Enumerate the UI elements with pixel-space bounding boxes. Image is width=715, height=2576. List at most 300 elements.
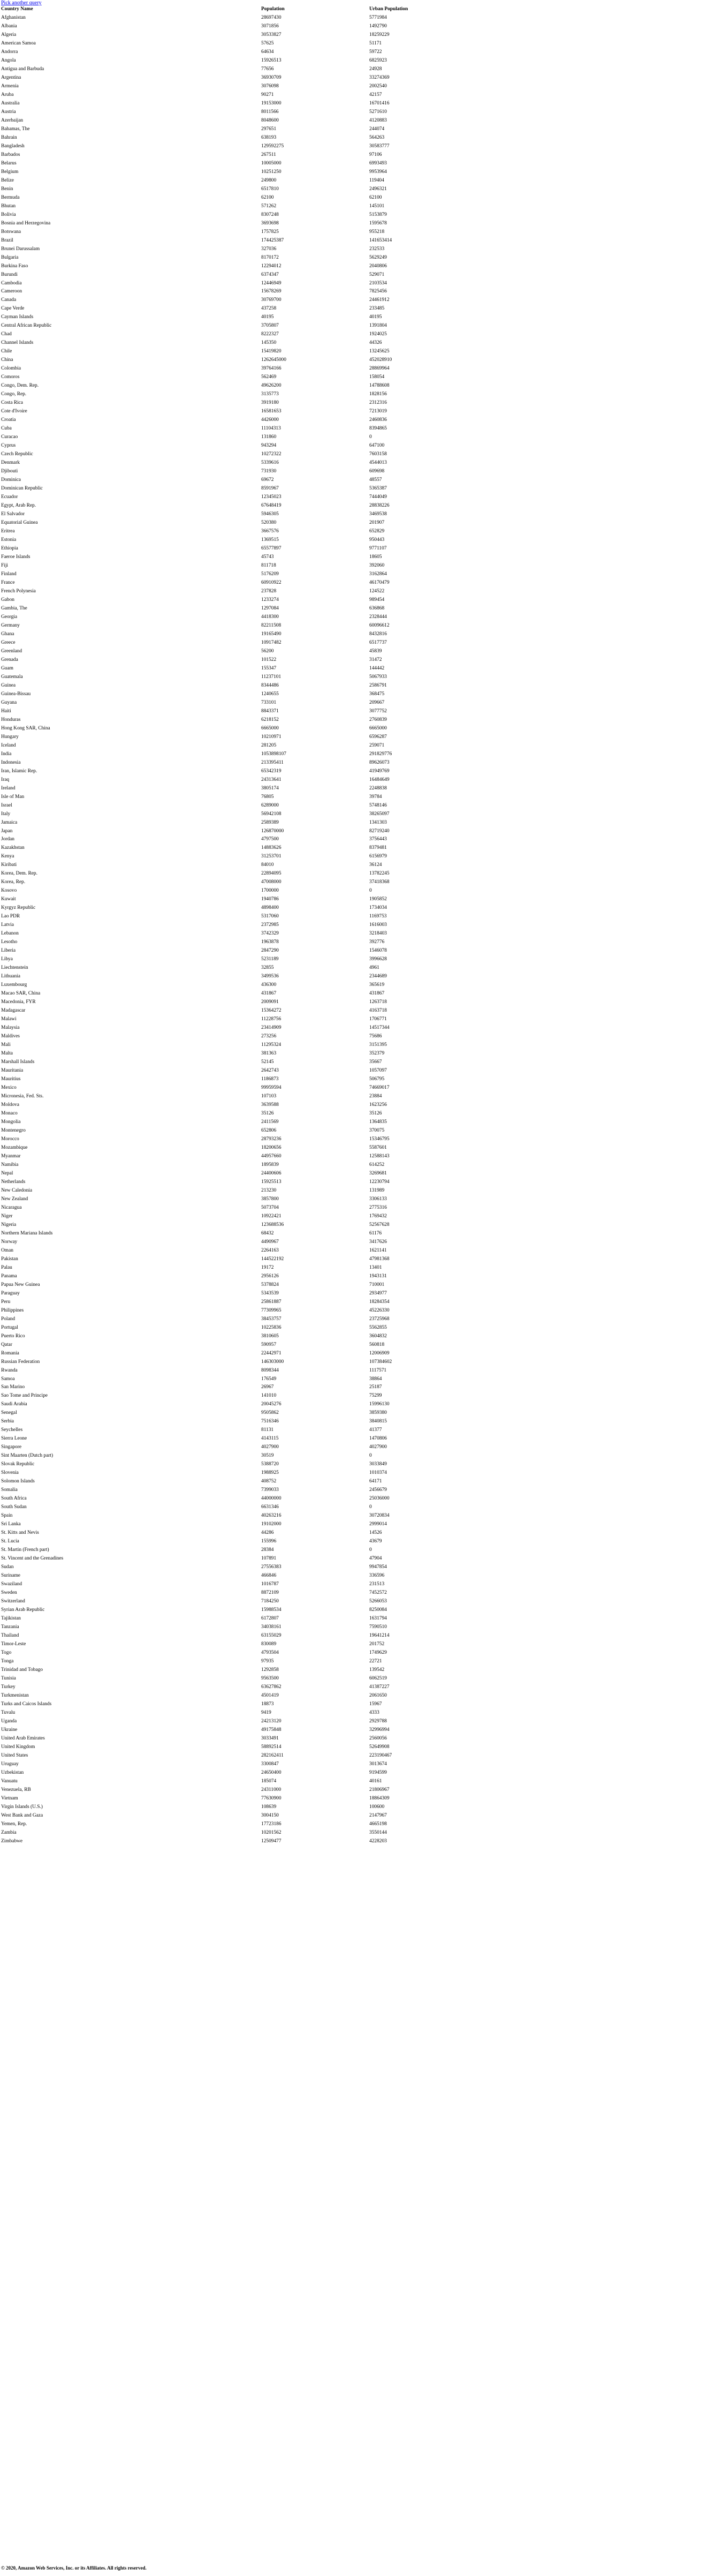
table-row xyxy=(1,802,536,810)
population-cell: 3499536 xyxy=(261,974,279,980)
urban-population-cell: 2586791 xyxy=(369,682,387,688)
population-cell: 10210971 xyxy=(261,734,282,740)
urban-population-cell: 62100 xyxy=(369,194,382,200)
population-cell: 15678269 xyxy=(261,289,282,295)
urban-population-cell: 1616003 xyxy=(369,922,387,928)
urban-population-cell: 19641214 xyxy=(369,1633,390,1639)
table-row xyxy=(1,1392,536,1400)
urban-population-cell: 6062519 xyxy=(369,1675,387,1681)
country-name-cell: Poland xyxy=(1,1316,16,1322)
country-name-cell: Congo, Rep. xyxy=(1,391,27,397)
country-name-cell: Guam xyxy=(1,665,13,671)
country-name-cell: Lebanon xyxy=(1,931,19,937)
population-cell: 97935 xyxy=(261,1658,274,1664)
country-name-cell: Seychelles xyxy=(1,1427,23,1433)
table-row xyxy=(1,870,536,878)
country-name-cell: Lao PDR xyxy=(1,914,20,920)
table-row xyxy=(1,819,536,827)
table-row xyxy=(1,973,536,981)
population-cell: 10005000 xyxy=(261,160,282,166)
country-name-cell: United Arab Emirates xyxy=(1,1735,45,1741)
country-name-cell: Latvia xyxy=(1,922,14,928)
country-name-cell: Fiji xyxy=(1,562,9,568)
country-name-cell: France xyxy=(1,579,15,585)
table-row xyxy=(1,1418,536,1426)
urban-population-cell: 3151395 xyxy=(369,1042,387,1048)
population-cell: 176549 xyxy=(261,1376,277,1382)
country-name-cell: Dominican Republic xyxy=(1,486,43,492)
table-row xyxy=(1,1230,536,1238)
country-name-cell: Maldives xyxy=(1,1034,20,1040)
population-cell: 5343539 xyxy=(261,1290,279,1296)
table-row xyxy=(1,1520,536,1529)
population-cell: 1988925 xyxy=(261,1470,279,1476)
table-row xyxy=(1,91,536,100)
urban-population-cell: 131989 xyxy=(369,1187,385,1193)
population-cell: 62100 xyxy=(261,194,274,200)
country-name-cell: United States xyxy=(1,1752,28,1758)
country-name-cell: Albania xyxy=(1,23,17,29)
population-cell: 436300 xyxy=(261,982,277,988)
country-name-cell: South Sudan xyxy=(1,1504,27,1510)
table-row xyxy=(1,785,536,793)
population-cell: 2589389 xyxy=(261,819,279,825)
table-row xyxy=(1,1760,536,1769)
urban-population-cell: 609698 xyxy=(369,469,385,474)
urban-population-cell: 1828156 xyxy=(369,391,387,397)
population-cell: 8307248 xyxy=(261,212,279,217)
urban-population-cell: 352379 xyxy=(369,1051,385,1057)
table-row xyxy=(1,1632,536,1640)
population-cell: 155347 xyxy=(261,665,277,671)
population-cell: 237828 xyxy=(261,588,277,594)
population-cell: 1895839 xyxy=(261,1162,279,1168)
country-name-cell: Bangladesh xyxy=(1,143,25,149)
population-cell: 431867 xyxy=(261,991,277,997)
country-name-cell: Israel xyxy=(1,802,12,808)
urban-population-cell: 231513 xyxy=(369,1581,385,1587)
population-cell: 7184250 xyxy=(261,1599,279,1605)
urban-population-cell: 18284354 xyxy=(369,1299,390,1305)
urban-population-cell: 61176 xyxy=(369,1230,382,1236)
population-cell: 67648419 xyxy=(261,503,282,509)
country-name-cell: Congo, Dem. Rep. xyxy=(1,383,39,389)
urban-population-cell: 0 xyxy=(369,888,372,894)
urban-population-cell: 21806967 xyxy=(369,1787,390,1792)
country-name-cell: Afghanistan xyxy=(1,14,26,20)
urban-population-cell: 6825923 xyxy=(369,57,387,63)
country-name-cell: Pakistan xyxy=(1,1256,18,1262)
population-cell: 99959594 xyxy=(261,1085,282,1091)
population-cell: 44286 xyxy=(261,1530,274,1536)
urban-population-cell: 2560056 xyxy=(369,1735,387,1741)
urban-population-cell: 1769432 xyxy=(369,1213,387,1219)
table-row xyxy=(1,228,536,237)
population-cell: 40195 xyxy=(261,314,274,320)
urban-population-cell: 75686 xyxy=(369,1034,382,1040)
table-row xyxy=(1,108,536,117)
table-row xyxy=(1,647,536,656)
population-cell: 3639588 xyxy=(261,1102,279,1108)
population-cell: 8098344 xyxy=(261,1367,279,1373)
table-row xyxy=(1,1127,536,1135)
urban-population-cell: 564263 xyxy=(369,134,385,140)
urban-population-cell: 2328444 xyxy=(369,614,387,620)
table-row xyxy=(1,134,536,142)
urban-population-cell: 647100 xyxy=(369,443,385,449)
country-name-cell: Croatia xyxy=(1,417,16,423)
urban-population-cell: 2760839 xyxy=(369,717,387,722)
country-name-cell: Bermuda xyxy=(1,194,20,200)
country-name-cell: Bahamas, The xyxy=(1,126,30,132)
urban-population-cell: 4120883 xyxy=(369,117,387,123)
table-row xyxy=(1,1469,536,1478)
table-row xyxy=(1,125,536,134)
population-cell: 17723186 xyxy=(261,1821,282,1827)
urban-population-cell: 15996130 xyxy=(369,1402,390,1407)
urban-population-cell: 36124 xyxy=(369,862,382,868)
urban-population-cell: 3840815 xyxy=(369,1419,387,1425)
population-cell: 943294 xyxy=(261,443,277,449)
table-row xyxy=(1,1777,536,1786)
population-cell: 12294012 xyxy=(261,263,282,269)
country-name-cell: Sierra Leone xyxy=(1,1436,27,1442)
urban-population-cell: 18605 xyxy=(369,554,382,560)
population-cell: 1292858 xyxy=(261,1667,279,1673)
urban-population-cell: 4544013 xyxy=(369,460,387,466)
population-cell: 23414909 xyxy=(261,1025,282,1031)
population-cell: 3071856 xyxy=(261,23,279,29)
urban-population-cell: 8432816 xyxy=(369,631,387,637)
population-cell: 15988534 xyxy=(261,1607,282,1613)
table-row xyxy=(1,1135,536,1144)
population-cell: 30533827 xyxy=(261,32,282,37)
country-name-cell: Suriname xyxy=(1,1573,20,1579)
population-cell: 3033491 xyxy=(261,1735,279,1741)
population-cell: 2847290 xyxy=(261,948,279,954)
urban-population-cell: 30720834 xyxy=(369,1513,390,1519)
population-cell: 1940786 xyxy=(261,897,279,902)
country-name-cell: Malta xyxy=(1,1051,13,1057)
table-row xyxy=(1,699,536,707)
urban-population-cell: 201907 xyxy=(369,520,385,526)
population-cell: 18200656 xyxy=(261,1144,282,1150)
population-cell: 44957660 xyxy=(261,1153,282,1159)
urban-population-cell: 2248838 xyxy=(369,785,387,791)
table-row xyxy=(1,579,536,587)
urban-population-cell: 8394865 xyxy=(369,426,387,432)
population-cell: 30769700 xyxy=(261,297,282,303)
population-cell: 34038161 xyxy=(261,1624,282,1630)
urban-population-cell: 3306133 xyxy=(369,1196,387,1202)
urban-population-cell: 107384602 xyxy=(369,1359,392,1365)
country-name-cell: Algeria xyxy=(1,32,17,37)
population-cell: 11104313 xyxy=(261,426,281,432)
urban-population-cell: 7590510 xyxy=(369,1624,387,1630)
population-cell: 3076098 xyxy=(261,83,279,89)
table-row xyxy=(1,1110,536,1118)
population-cell: 45743 xyxy=(261,554,274,560)
population-cell: 19153000 xyxy=(261,100,282,106)
table-row xyxy=(1,1580,536,1589)
country-name-cell: Kyrgyz Republic xyxy=(1,905,36,911)
table-row xyxy=(1,1118,536,1127)
table-row xyxy=(1,716,536,725)
urban-population-cell: 1749629 xyxy=(369,1650,387,1655)
country-name-cell: New Zealand xyxy=(1,1196,28,1202)
urban-population-cell: 1057097 xyxy=(369,1068,387,1074)
table-row xyxy=(1,57,536,65)
table-row xyxy=(1,1272,536,1281)
table-row xyxy=(1,254,536,262)
population-cell: 281205 xyxy=(261,742,277,748)
country-name-cell: Belarus xyxy=(1,160,17,166)
urban-population-cell: 15967 xyxy=(369,1701,382,1707)
country-name-cell: Portugal xyxy=(1,1324,18,1330)
table-row xyxy=(1,1015,536,1024)
country-name-cell: Gambia, The xyxy=(1,605,27,611)
urban-population-cell: 1341303 xyxy=(369,819,387,825)
table-row xyxy=(1,1529,536,1538)
urban-population-cell: 2103534 xyxy=(369,280,387,286)
country-name-cell: Paraguay xyxy=(1,1290,20,1296)
country-name-cell: Cayman Islands xyxy=(1,314,34,320)
country-name-cell: St. Martin (French part) xyxy=(1,1547,49,1553)
population-cell: 10917482 xyxy=(261,639,282,645)
urban-population-cell: 3859380 xyxy=(369,1410,387,1416)
population-cell: 3004150 xyxy=(261,1812,279,1818)
country-name-cell: Aruba xyxy=(1,92,14,97)
table-row xyxy=(1,262,536,271)
urban-population-cell: 1117571 xyxy=(369,1367,387,1373)
table-row xyxy=(1,1041,536,1050)
table-row xyxy=(1,339,536,348)
country-name-cell: Mozambique xyxy=(1,1144,28,1150)
table-row xyxy=(1,296,536,305)
urban-population-cell: 1492790 xyxy=(369,23,387,29)
country-name-cell: Cote d'Ivoire xyxy=(1,409,27,415)
population-cell: 24311000 xyxy=(261,1787,282,1792)
population-cell: 5231189 xyxy=(261,956,279,962)
country-name-cell: Romania xyxy=(1,1350,19,1356)
table-header-row xyxy=(1,5,536,14)
urban-population-cell: 3756443 xyxy=(369,837,387,842)
country-name-cell: French Polynesia xyxy=(1,588,36,594)
country-name-cell: Virgin Islands (U.S.) xyxy=(1,1804,43,1810)
country-name-cell: Channel Islands xyxy=(1,340,34,346)
table-row xyxy=(1,776,536,785)
population-cell: 327036 xyxy=(261,246,277,252)
country-name-cell: Spain xyxy=(1,1513,13,1519)
country-name-cell: Libya xyxy=(1,956,13,962)
population-cell: 11228756 xyxy=(261,1016,282,1022)
table-row xyxy=(1,1803,536,1812)
table-row xyxy=(1,964,536,973)
urban-population-cell: 5153879 xyxy=(369,212,387,217)
urban-population-cell: 560818 xyxy=(369,1342,385,1347)
population-cell: 1963878 xyxy=(261,939,279,945)
table-row xyxy=(1,895,536,904)
country-name-cell: Monaco xyxy=(1,1110,18,1116)
country-name-cell: Kenya xyxy=(1,854,14,860)
table-row xyxy=(1,1623,536,1632)
population-cell: 3693698 xyxy=(261,220,279,226)
population-cell: 2956126 xyxy=(261,1273,279,1279)
table-row xyxy=(1,1743,536,1752)
table-row xyxy=(1,1195,536,1204)
urban-population-cell: 28869964 xyxy=(369,366,390,372)
table-row xyxy=(1,31,536,40)
population-cell: 3857800 xyxy=(261,1196,279,1202)
population-cell: 12509477 xyxy=(261,1838,282,1844)
table-row xyxy=(1,690,536,699)
population-cell: 64634 xyxy=(261,49,274,55)
urban-population-cell: 9953964 xyxy=(369,169,387,175)
urban-population-cell: 2775316 xyxy=(369,1204,387,1210)
urban-population-cell: 23884 xyxy=(369,1094,382,1099)
country-name-cell: Malawi xyxy=(1,1016,17,1022)
table-row xyxy=(1,596,536,605)
population-cell: 4490967 xyxy=(261,1239,279,1245)
table-row xyxy=(1,990,536,998)
population-cell: 5073704 xyxy=(261,1204,279,1210)
urban-population-cell: 52649908 xyxy=(369,1744,390,1750)
country-name-cell: St. Kitts and Nevis xyxy=(1,1530,39,1536)
country-name-cell: Malaysia xyxy=(1,1025,20,1031)
urban-population-cell: 13401 xyxy=(369,1264,382,1270)
population-cell: 65577897 xyxy=(261,546,282,552)
urban-population-cell: 2002540 xyxy=(369,83,387,89)
table-row xyxy=(1,1075,536,1084)
population-cell: 107103 xyxy=(261,1094,277,1099)
table-row xyxy=(1,1067,536,1075)
table-row xyxy=(1,1350,536,1358)
table-row xyxy=(1,930,536,938)
population-cell: 145350 xyxy=(261,340,277,346)
table-row xyxy=(1,1358,536,1367)
table-row xyxy=(1,510,536,519)
table-row xyxy=(1,168,536,177)
urban-population-cell: 22721 xyxy=(369,1658,382,1664)
urban-population-cell: 124522 xyxy=(369,588,385,594)
urban-population-cell: 392776 xyxy=(369,939,385,945)
country-name-cell: Vanuatu xyxy=(1,1778,18,1784)
country-name-cell: Burundi xyxy=(1,272,18,277)
urban-population-cell: 710001 xyxy=(369,1282,385,1287)
population-cell: 5176209 xyxy=(261,571,279,577)
population-cell: 4501419 xyxy=(261,1692,279,1698)
urban-population-cell: 38265097 xyxy=(369,811,390,817)
table-body xyxy=(1,14,536,1846)
country-name-cell: Azerbaijan xyxy=(1,117,24,123)
population-cell: 22894095 xyxy=(261,871,282,877)
population-cell: 76805 xyxy=(261,794,274,800)
country-name-cell: Botswana xyxy=(1,229,21,235)
country-name-cell: Georgia xyxy=(1,614,18,620)
country-name-cell: Austria xyxy=(1,109,16,115)
country-name-cell: Uganda xyxy=(1,1718,17,1724)
urban-population-cell: 2496321 xyxy=(369,186,387,192)
table-row xyxy=(1,673,536,682)
urban-population-cell: 1905852 xyxy=(369,897,387,902)
table-row xyxy=(1,1675,536,1683)
table-row xyxy=(1,1503,536,1512)
table-row xyxy=(1,1615,536,1623)
table-row xyxy=(1,82,536,91)
urban-population-cell: 4961 xyxy=(369,965,379,971)
country-name-cell: Tajikistan xyxy=(1,1616,21,1622)
population-cell: 57625 xyxy=(261,40,274,46)
table-row xyxy=(1,1460,536,1469)
table-row xyxy=(1,1255,536,1264)
urban-population-cell: 7825456 xyxy=(369,289,387,295)
population-cell: 381363 xyxy=(261,1051,277,1057)
table-row xyxy=(1,1007,536,1015)
population-cell: 84010 xyxy=(261,862,274,868)
population-cell: 24650400 xyxy=(261,1769,282,1775)
urban-population-cell: 47981368 xyxy=(369,1256,390,1262)
country-name-cell: Yemen, Rep. xyxy=(1,1821,27,1827)
country-name-cell: Kazakhstan xyxy=(1,845,25,851)
urban-population-cell: 60096612 xyxy=(369,622,390,628)
country-name-cell: Macao SAR, China xyxy=(1,991,41,997)
country-name-cell: Guinea xyxy=(1,682,16,688)
header-country-name: Country Name xyxy=(1,6,33,12)
population-cell: 31253701 xyxy=(261,854,282,860)
urban-population-cell: 4163718 xyxy=(369,1008,387,1014)
table-row xyxy=(1,759,536,767)
population-cell: 12345023 xyxy=(261,494,282,500)
population-cell: 155996 xyxy=(261,1539,277,1545)
table-row xyxy=(1,861,536,870)
country-name-cell: Central African Republic xyxy=(1,323,52,329)
table-row xyxy=(1,280,536,288)
table-row xyxy=(1,570,536,579)
population-cell: 8222327 xyxy=(261,332,279,337)
urban-population-cell: 950443 xyxy=(369,537,385,543)
table-row xyxy=(1,665,536,673)
table-row xyxy=(1,853,536,861)
country-name-cell: Mexico xyxy=(1,1085,17,1091)
country-name-cell: Armenia xyxy=(1,83,19,89)
population-cell: 1297084 xyxy=(261,605,279,611)
pick-another-query-link[interactable]: Pick another query xyxy=(1,0,42,6)
urban-population-cell: 74669017 xyxy=(369,1085,390,1091)
urban-population-cell: 1595678 xyxy=(369,220,387,226)
urban-population-cell: 2040806 xyxy=(369,263,387,269)
table-row xyxy=(1,1563,536,1572)
population-cell: 69672 xyxy=(261,477,274,483)
population-cell: 141010 xyxy=(261,1393,277,1399)
population-cell: 4797500 xyxy=(261,837,279,842)
urban-population-cell: 3013674 xyxy=(369,1761,387,1767)
table-row xyxy=(1,390,536,399)
table-row xyxy=(1,1324,536,1332)
table-row xyxy=(1,1178,536,1187)
table-row xyxy=(1,211,536,220)
country-name-cell: Grenada xyxy=(1,657,18,662)
table-row xyxy=(1,955,536,964)
population-cell: 3300847 xyxy=(261,1761,279,1767)
population-cell: 1757825 xyxy=(261,229,279,235)
country-name-cell: New Caledonia xyxy=(1,1187,33,1193)
population-cell: 28793236 xyxy=(261,1136,282,1142)
table-row xyxy=(1,1486,536,1495)
population-cell: 4793504 xyxy=(261,1650,279,1655)
country-name-cell: Bolivia xyxy=(1,212,16,217)
table-row xyxy=(1,1435,536,1443)
population-cell: 11295324 xyxy=(261,1042,282,1048)
